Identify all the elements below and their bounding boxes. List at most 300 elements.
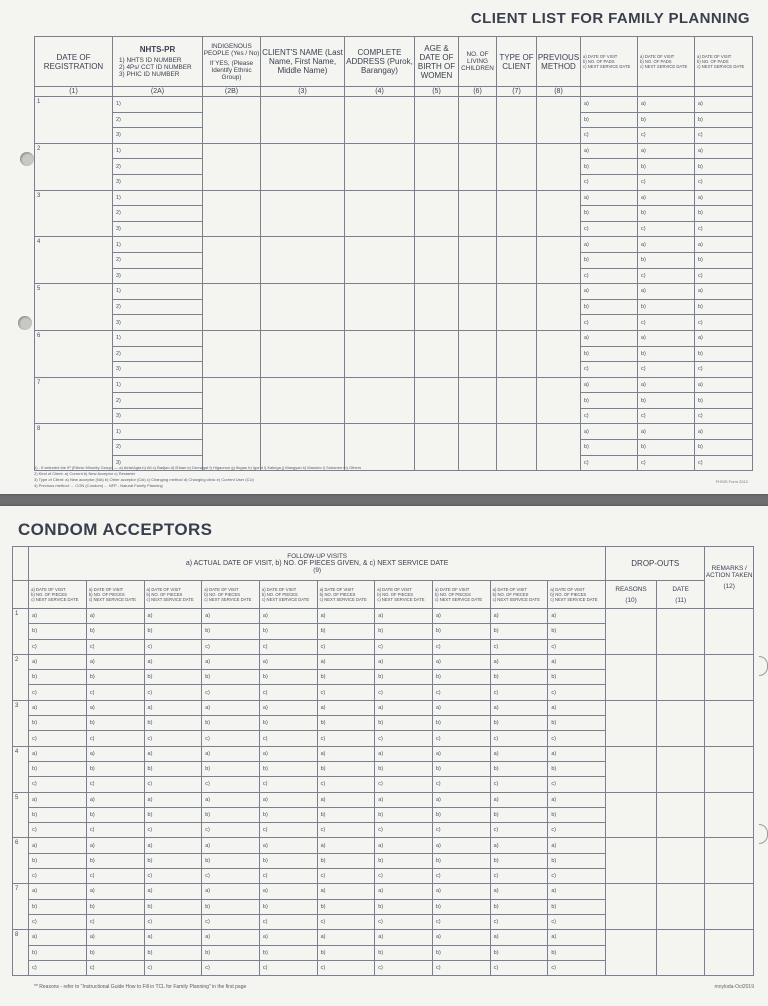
visit-subfield[interactable]: a) <box>638 284 695 300</box>
followup-subfield[interactable]: b) <box>202 899 260 914</box>
followup-subfield[interactable]: a) <box>432 654 490 669</box>
nhts-subfield[interactable]: 2) <box>113 159 203 175</box>
entry-cell[interactable] <box>497 97 537 144</box>
followup-subfield[interactable]: c) <box>29 823 87 838</box>
visit-subfield[interactable]: a) <box>638 190 695 206</box>
visit-subfield[interactable]: c) <box>581 174 638 190</box>
followup-subfield[interactable]: b) <box>490 853 548 868</box>
followup-subfield[interactable]: b) <box>317 853 375 868</box>
followup-subfield[interactable]: a) <box>259 838 317 853</box>
visit-subfield[interactable]: c) <box>638 315 695 331</box>
followup-subfield[interactable]: b) <box>432 716 490 731</box>
visit-subfield[interactable]: c) <box>695 408 753 424</box>
entry-cell[interactable] <box>459 330 497 377</box>
followup-subfield[interactable]: a) <box>490 792 548 807</box>
entry-cell[interactable] <box>345 237 415 284</box>
nhts-subfield[interactable]: 1) <box>113 377 203 393</box>
followup-subfield[interactable]: b) <box>29 716 87 731</box>
entry-cell[interactable] <box>415 190 459 237</box>
followup-subfield[interactable]: a) <box>144 654 202 669</box>
entry-cell[interactable] <box>261 284 345 331</box>
followup-subfield[interactable]: a) <box>259 746 317 761</box>
followup-subfield[interactable]: a) <box>317 838 375 853</box>
followup-subfield[interactable]: a) <box>29 654 87 669</box>
remarks-cell[interactable] <box>705 700 754 746</box>
visit-subfield[interactable]: b) <box>638 159 695 175</box>
followup-subfield[interactable]: c) <box>29 777 87 792</box>
dropout-reason-cell[interactable] <box>606 930 657 976</box>
visit-subfield[interactable]: a) <box>695 143 753 159</box>
followup-subfield[interactable]: b) <box>86 807 144 822</box>
followup-subfield[interactable]: b) <box>202 853 260 868</box>
entry-cell[interactable] <box>345 424 415 471</box>
remarks-cell[interactable] <box>705 792 754 838</box>
followup-subfield[interactable]: b) <box>375 624 433 639</box>
followup-subfield[interactable]: c) <box>317 685 375 700</box>
followup-subfield[interactable]: a) <box>86 609 144 624</box>
nhts-subfield[interactable]: 3) <box>113 315 203 331</box>
followup-subfield[interactable]: b) <box>490 899 548 914</box>
followup-subfield[interactable]: b) <box>432 945 490 960</box>
followup-subfield[interactable]: a) <box>86 838 144 853</box>
followup-subfield[interactable]: b) <box>144 670 202 685</box>
entry-cell[interactable] <box>459 97 497 144</box>
followup-subfield[interactable]: b) <box>86 853 144 868</box>
visit-subfield[interactable]: b) <box>695 346 753 362</box>
visit-subfield[interactable]: b) <box>638 252 695 268</box>
entry-cell[interactable] <box>537 97 581 144</box>
followup-subfield[interactable]: c) <box>432 731 490 746</box>
visit-subfield[interactable]: c) <box>638 362 695 378</box>
followup-subfield[interactable]: c) <box>317 639 375 654</box>
entry-cell[interactable] <box>497 284 537 331</box>
followup-subfield[interactable]: a) <box>202 884 260 899</box>
followup-subfield[interactable]: a) <box>317 930 375 945</box>
followup-subfield[interactable]: a) <box>29 838 87 853</box>
visit-subfield[interactable]: b) <box>638 206 695 222</box>
visit-subfield[interactable]: b) <box>695 112 753 128</box>
nhts-subfield[interactable]: 3) <box>113 174 203 190</box>
visit-subfield[interactable]: b) <box>695 440 753 456</box>
entry-cell[interactable] <box>459 237 497 284</box>
followup-subfield[interactable]: b) <box>548 716 606 731</box>
visit-subfield[interactable]: c) <box>581 128 638 144</box>
followup-subfield[interactable]: b) <box>86 945 144 960</box>
visit-subfield[interactable]: c) <box>638 128 695 144</box>
followup-subfield[interactable]: c) <box>202 914 260 929</box>
followup-subfield[interactable]: a) <box>548 700 606 715</box>
followup-subfield[interactable]: a) <box>86 792 144 807</box>
visit-subfield[interactable]: b) <box>581 299 638 315</box>
followup-subfield[interactable]: a) <box>548 838 606 853</box>
visit-subfield[interactable]: b) <box>638 393 695 409</box>
visit-subfield[interactable]: c) <box>695 455 753 471</box>
dropout-reason-cell[interactable] <box>606 746 657 792</box>
followup-subfield[interactable]: c) <box>548 869 606 884</box>
visit-subfield[interactable]: b) <box>638 299 695 315</box>
followup-subfield[interactable]: b) <box>432 761 490 776</box>
visit-subfield[interactable]: c) <box>581 315 638 331</box>
nhts-subfield[interactable]: 2) <box>113 112 203 128</box>
visit-subfield[interactable]: c) <box>695 315 753 331</box>
followup-subfield[interactable]: b) <box>144 945 202 960</box>
followup-subfield[interactable]: a) <box>144 700 202 715</box>
followup-subfield[interactable]: a) <box>548 930 606 945</box>
entry-cell[interactable] <box>459 284 497 331</box>
followup-subfield[interactable]: b) <box>375 670 433 685</box>
entry-cell[interactable] <box>415 237 459 284</box>
followup-subfield[interactable]: b) <box>490 807 548 822</box>
followup-subfield[interactable]: a) <box>144 930 202 945</box>
visit-subfield[interactable]: b) <box>581 112 638 128</box>
followup-subfield[interactable]: a) <box>29 930 87 945</box>
followup-subfield[interactable]: b) <box>490 761 548 776</box>
entry-cell[interactable] <box>497 330 537 377</box>
followup-subfield[interactable]: b) <box>375 853 433 868</box>
followup-subfield[interactable]: c) <box>490 823 548 838</box>
nhts-subfield[interactable]: 1) <box>113 284 203 300</box>
followup-subfield[interactable]: a) <box>375 654 433 669</box>
followup-subfield[interactable]: a) <box>29 884 87 899</box>
nhts-subfield[interactable]: 3) <box>113 268 203 284</box>
visit-subfield[interactable]: a) <box>695 330 753 346</box>
followup-subfield[interactable]: a) <box>490 838 548 853</box>
visit-subfield[interactable]: a) <box>581 377 638 393</box>
visit-subfield[interactable]: b) <box>695 299 753 315</box>
followup-subfield[interactable]: a) <box>375 838 433 853</box>
visit-subfield[interactable]: a) <box>695 284 753 300</box>
followup-subfield[interactable]: c) <box>432 869 490 884</box>
followup-subfield[interactable]: c) <box>86 869 144 884</box>
followup-subfield[interactable]: a) <box>375 700 433 715</box>
followup-subfield[interactable]: b) <box>29 807 87 822</box>
entry-cell[interactable] <box>497 143 537 190</box>
entry-cell[interactable] <box>459 377 497 424</box>
followup-subfield[interactable]: b) <box>29 853 87 868</box>
visit-subfield[interactable]: c) <box>695 174 753 190</box>
followup-subfield[interactable]: c) <box>144 823 202 838</box>
followup-subfield[interactable]: b) <box>490 716 548 731</box>
followup-subfield[interactable]: b) <box>317 945 375 960</box>
followup-subfield[interactable]: c) <box>317 914 375 929</box>
entry-cell[interactable] <box>261 424 345 471</box>
nhts-subfield[interactable]: 2) <box>113 440 203 456</box>
followup-subfield[interactable]: c) <box>375 777 433 792</box>
followup-subfield[interactable]: c) <box>548 777 606 792</box>
followup-subfield[interactable]: a) <box>86 700 144 715</box>
dropout-reason-cell[interactable] <box>606 838 657 884</box>
followup-subfield[interactable]: c) <box>317 731 375 746</box>
entry-cell[interactable] <box>261 143 345 190</box>
entry-cell[interactable] <box>203 237 261 284</box>
followup-subfield[interactable]: a) <box>144 838 202 853</box>
followup-subfield[interactable]: a) <box>317 700 375 715</box>
followup-subfield[interactable]: a) <box>317 792 375 807</box>
entry-cell[interactable] <box>203 377 261 424</box>
followup-subfield[interactable]: c) <box>202 731 260 746</box>
entry-cell[interactable] <box>261 377 345 424</box>
followup-subfield[interactable]: a) <box>375 792 433 807</box>
entry-cell[interactable] <box>537 377 581 424</box>
followup-subfield[interactable]: b) <box>548 761 606 776</box>
dropout-date-cell[interactable] <box>656 700 704 746</box>
followup-subfield[interactable]: c) <box>432 914 490 929</box>
visit-subfield[interactable]: b) <box>638 346 695 362</box>
followup-subfield[interactable]: b) <box>144 807 202 822</box>
followup-subfield[interactable]: a) <box>548 884 606 899</box>
followup-subfield[interactable]: b) <box>259 853 317 868</box>
followup-subfield[interactable]: b) <box>29 945 87 960</box>
entry-cell[interactable] <box>415 97 459 144</box>
followup-subfield[interactable]: c) <box>29 914 87 929</box>
visit-subfield[interactable]: c) <box>581 408 638 424</box>
followup-subfield[interactable]: a) <box>548 609 606 624</box>
visit-subfield[interactable]: b) <box>581 346 638 362</box>
followup-subfield[interactable]: b) <box>29 899 87 914</box>
followup-subfield[interactable]: c) <box>259 685 317 700</box>
nhts-subfield[interactable]: 1) <box>113 143 203 159</box>
followup-subfield[interactable]: c) <box>375 731 433 746</box>
visit-subfield[interactable]: b) <box>581 206 638 222</box>
followup-subfield[interactable]: b) <box>259 761 317 776</box>
followup-subfield[interactable]: a) <box>86 930 144 945</box>
followup-subfield[interactable]: b) <box>490 945 548 960</box>
followup-subfield[interactable]: b) <box>548 670 606 685</box>
followup-subfield[interactable]: b) <box>259 624 317 639</box>
visit-subfield[interactable]: a) <box>581 97 638 113</box>
followup-subfield[interactable]: b) <box>548 945 606 960</box>
followup-subfield[interactable]: a) <box>144 746 202 761</box>
followup-subfield[interactable]: b) <box>86 899 144 914</box>
followup-subfield[interactable]: a) <box>202 746 260 761</box>
entry-cell[interactable] <box>261 97 345 144</box>
followup-subfield[interactable]: a) <box>202 792 260 807</box>
followup-subfield[interactable]: c) <box>86 960 144 975</box>
dropout-date-cell[interactable] <box>656 792 704 838</box>
remarks-cell[interactable] <box>705 838 754 884</box>
followup-subfield[interactable]: b) <box>375 899 433 914</box>
visit-subfield[interactable]: b) <box>695 252 753 268</box>
followup-subfield[interactable]: a) <box>144 609 202 624</box>
entry-cell[interactable] <box>345 330 415 377</box>
followup-subfield[interactable]: c) <box>375 914 433 929</box>
entry-cell[interactable] <box>203 284 261 331</box>
followup-subfield[interactable]: b) <box>548 807 606 822</box>
followup-subfield[interactable]: a) <box>490 746 548 761</box>
entry-cell[interactable] <box>415 377 459 424</box>
entry-cell[interactable] <box>345 190 415 237</box>
visit-subfield[interactable]: c) <box>638 174 695 190</box>
remarks-cell[interactable] <box>705 609 754 655</box>
followup-subfield[interactable]: c) <box>86 823 144 838</box>
followup-subfield[interactable]: c) <box>144 914 202 929</box>
followup-subfield[interactable]: b) <box>86 716 144 731</box>
visit-subfield[interactable]: a) <box>695 237 753 253</box>
entry-cell[interactable] <box>345 284 415 331</box>
followup-subfield[interactable]: a) <box>548 654 606 669</box>
visit-subfield[interactable]: a) <box>695 424 753 440</box>
followup-subfield[interactable]: c) <box>375 960 433 975</box>
followup-subfield[interactable]: b) <box>144 899 202 914</box>
followup-subfield[interactable]: c) <box>202 639 260 654</box>
followup-subfield[interactable]: c) <box>317 823 375 838</box>
followup-subfield[interactable]: b) <box>375 807 433 822</box>
followup-subfield[interactable]: c) <box>375 823 433 838</box>
entry-cell[interactable] <box>459 143 497 190</box>
entry-cell[interactable] <box>203 143 261 190</box>
followup-subfield[interactable]: c) <box>548 731 606 746</box>
followup-subfield[interactable]: b) <box>375 716 433 731</box>
followup-subfield[interactable]: b) <box>202 716 260 731</box>
followup-subfield[interactable]: b) <box>259 945 317 960</box>
visit-subfield[interactable]: a) <box>695 190 753 206</box>
visit-subfield[interactable]: c) <box>581 268 638 284</box>
followup-subfield[interactable]: a) <box>29 792 87 807</box>
entry-cell[interactable] <box>261 237 345 284</box>
followup-subfield[interactable]: a) <box>86 746 144 761</box>
followup-subfield[interactable]: b) <box>86 624 144 639</box>
followup-subfield[interactable]: c) <box>490 731 548 746</box>
followup-subfield[interactable]: a) <box>202 838 260 853</box>
followup-subfield[interactable]: a) <box>317 746 375 761</box>
entry-cell[interactable] <box>415 424 459 471</box>
followup-subfield[interactable]: b) <box>259 670 317 685</box>
followup-subfield[interactable]: c) <box>317 960 375 975</box>
followup-subfield[interactable]: a) <box>144 884 202 899</box>
followup-subfield[interactable]: a) <box>490 609 548 624</box>
visit-subfield[interactable]: c) <box>695 221 753 237</box>
followup-subfield[interactable]: c) <box>317 869 375 884</box>
followup-subfield[interactable]: c) <box>259 731 317 746</box>
entry-cell[interactable] <box>497 190 537 237</box>
nhts-subfield[interactable]: 3) <box>113 128 203 144</box>
followup-subfield[interactable]: c) <box>317 777 375 792</box>
followup-subfield[interactable]: c) <box>548 914 606 929</box>
followup-subfield[interactable]: c) <box>144 777 202 792</box>
visit-subfield[interactable]: b) <box>581 393 638 409</box>
followup-subfield[interactable]: c) <box>375 685 433 700</box>
followup-subfield[interactable]: c) <box>29 869 87 884</box>
followup-subfield[interactable]: c) <box>144 685 202 700</box>
nhts-subfield[interactable]: 3) <box>113 362 203 378</box>
followup-subfield[interactable]: c) <box>29 685 87 700</box>
visit-subfield[interactable]: c) <box>638 221 695 237</box>
followup-subfield[interactable]: a) <box>490 654 548 669</box>
followup-subfield[interactable]: b) <box>317 670 375 685</box>
followup-subfield[interactable]: a) <box>259 930 317 945</box>
visit-subfield[interactable]: a) <box>638 424 695 440</box>
followup-subfield[interactable]: b) <box>432 807 490 822</box>
followup-subfield[interactable]: c) <box>432 639 490 654</box>
followup-subfield[interactable]: b) <box>375 761 433 776</box>
followup-subfield[interactable]: c) <box>548 960 606 975</box>
entry-cell[interactable] <box>537 330 581 377</box>
followup-subfield[interactable]: b) <box>202 670 260 685</box>
entry-cell[interactable] <box>415 284 459 331</box>
followup-subfield[interactable]: c) <box>29 639 87 654</box>
visit-subfield[interactable]: b) <box>638 440 695 456</box>
nhts-subfield[interactable]: 3) <box>113 408 203 424</box>
followup-subfield[interactable]: a) <box>490 700 548 715</box>
followup-subfield[interactable]: c) <box>29 731 87 746</box>
entry-cell[interactable] <box>203 190 261 237</box>
followup-subfield[interactable]: b) <box>548 853 606 868</box>
entry-cell[interactable] <box>497 237 537 284</box>
dropout-reason-cell[interactable] <box>606 792 657 838</box>
followup-subfield[interactable]: b) <box>144 716 202 731</box>
followup-subfield[interactable]: c) <box>548 823 606 838</box>
followup-subfield[interactable]: c) <box>432 823 490 838</box>
followup-subfield[interactable]: c) <box>86 914 144 929</box>
entry-cell[interactable] <box>537 424 581 471</box>
followup-subfield[interactable]: c) <box>29 960 87 975</box>
followup-subfield[interactable]: a) <box>432 838 490 853</box>
dropout-date-cell[interactable] <box>656 654 704 700</box>
followup-subfield[interactable]: c) <box>259 960 317 975</box>
entry-cell[interactable] <box>415 330 459 377</box>
followup-subfield[interactable]: c) <box>144 639 202 654</box>
followup-subfield[interactable]: c) <box>375 869 433 884</box>
followup-subfield[interactable]: b) <box>144 624 202 639</box>
followup-subfield[interactable]: c) <box>144 869 202 884</box>
followup-subfield[interactable]: a) <box>29 746 87 761</box>
visit-subfield[interactable]: a) <box>581 237 638 253</box>
visit-subfield[interactable]: b) <box>581 440 638 456</box>
dropout-date-cell[interactable] <box>656 838 704 884</box>
followup-subfield[interactable]: c) <box>548 685 606 700</box>
nhts-subfield[interactable]: 3) <box>113 455 203 471</box>
visit-subfield[interactable]: a) <box>638 330 695 346</box>
followup-subfield[interactable]: b) <box>29 670 87 685</box>
followup-subfield[interactable]: b) <box>490 624 548 639</box>
followup-subfield[interactable]: b) <box>317 624 375 639</box>
followup-subfield[interactable]: b) <box>86 761 144 776</box>
followup-subfield[interactable]: b) <box>548 624 606 639</box>
followup-subfield[interactable]: b) <box>86 670 144 685</box>
followup-subfield[interactable]: b) <box>432 853 490 868</box>
followup-subfield[interactable]: a) <box>86 884 144 899</box>
followup-subfield[interactable]: b) <box>432 899 490 914</box>
remarks-cell[interactable] <box>705 884 754 930</box>
visit-subfield[interactable]: c) <box>695 362 753 378</box>
visit-subfield[interactable]: b) <box>695 206 753 222</box>
followup-subfield[interactable]: a) <box>548 792 606 807</box>
followup-subfield[interactable]: c) <box>548 639 606 654</box>
dropout-reason-cell[interactable] <box>606 700 657 746</box>
remarks-cell[interactable] <box>705 746 754 792</box>
followup-subfield[interactable]: c) <box>202 685 260 700</box>
visit-subfield[interactable]: a) <box>581 284 638 300</box>
entry-cell[interactable] <box>415 143 459 190</box>
visit-subfield[interactable]: b) <box>695 159 753 175</box>
followup-subfield[interactable]: c) <box>259 823 317 838</box>
followup-subfield[interactable]: a) <box>548 746 606 761</box>
nhts-subfield[interactable]: 2) <box>113 393 203 409</box>
followup-subfield[interactable]: a) <box>144 792 202 807</box>
followup-subfield[interactable]: a) <box>317 609 375 624</box>
visit-subfield[interactable]: a) <box>638 377 695 393</box>
followup-subfield[interactable]: c) <box>202 823 260 838</box>
followup-subfield[interactable]: a) <box>202 930 260 945</box>
visit-subfield[interactable]: a) <box>695 97 753 113</box>
followup-subfield[interactable]: b) <box>548 899 606 914</box>
followup-subfield[interactable]: b) <box>202 761 260 776</box>
nhts-subfield[interactable]: 1) <box>113 97 203 113</box>
followup-subfield[interactable]: c) <box>375 639 433 654</box>
followup-subfield[interactable]: b) <box>29 624 87 639</box>
visit-subfield[interactable]: c) <box>695 128 753 144</box>
visit-subfield[interactable]: a) <box>695 377 753 393</box>
